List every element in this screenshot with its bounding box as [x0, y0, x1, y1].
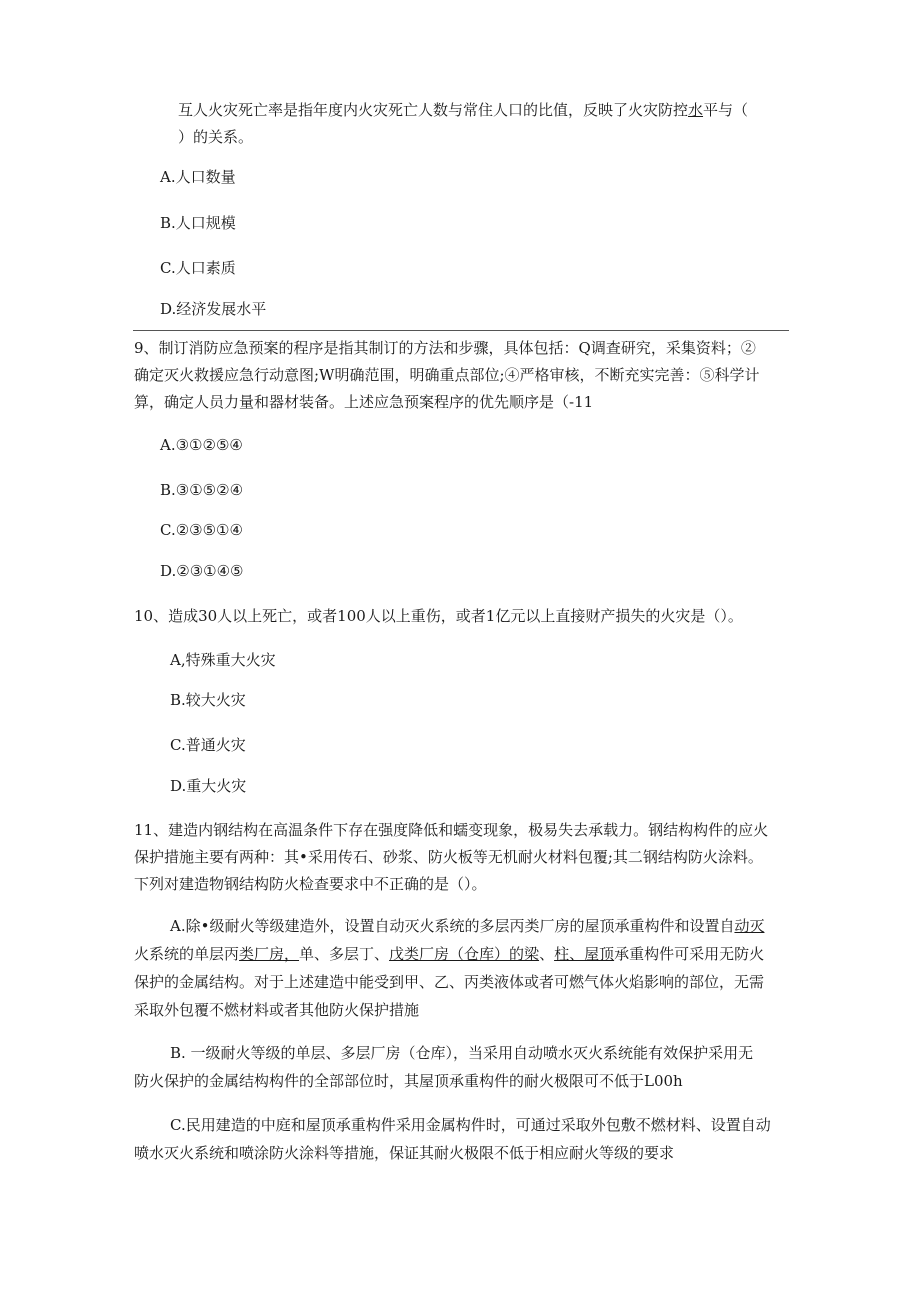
- q8-stem-line-1: 互人火灾死亡率是指年度内火灾死亡人数与常住人口的比值，反映了火灾防控水平与（: [178, 101, 749, 119]
- q11-option-c[interactable]: [134, 1111, 771, 1167]
- q9-stem-line-2: 确定灭火救援应急行动意图;W明确范围，明确重点部位;④严格审核，不断充实完善：⑤科学计: [134, 366, 760, 384]
- q9-option-c[interactable]: C.②③⑤①④: [160, 521, 243, 539]
- section-divider: [133, 330, 789, 331]
- q9-option-b[interactable]: B.③①⑤②④: [160, 481, 244, 499]
- q11-stem-line-3: 下列对建造物钢结构防火检查要求中不正确的是（）。: [134, 875, 487, 893]
- q10-option-c[interactable]: C.普通火灾: [170, 736, 246, 754]
- q8-option-d[interactable]: D.经济发展水平: [160, 300, 267, 318]
- q11-option-c-line-1: C.民用建造的中庭和屋顶承重构件采用金属构件时，可通过采取外包敷不燃材料、设置自动: [170, 1116, 771, 1134]
- q11-option-a-line-1: A.除•级耐火等级建造外，设置自动灭火系统的多层丙类厂房的屋顶承重构件和设置自动灭: [170, 917, 765, 935]
- q11-option-b-line-2: 防火保护的金属结构构件的全部部位时，其屋顶承重构件的耐火极限可不低于L00h: [134, 1072, 683, 1090]
- q11-option-a-line-2: 火系统的单层丙类厂房，单、多层丁、戊类厂房（仓库）的梁、柱、屋顶承重构件可采用无防火: [134, 945, 765, 963]
- q10-option-d[interactable]: D.重大火灾: [170, 777, 247, 795]
- q11-stem-line-2: 保护措施主要有两种：其•采用传石、砂浆、防火板等无机耐火材料包覆;其二钢结构防火涂料。: [134, 848, 763, 866]
- q10-stem: 10、造成30人以上死亡，或者100人以上重伤，或者1亿元以上直接财产损失的火灾是（）。: [134, 607, 743, 625]
- q9-option-a[interactable]: A.③①②⑤④: [160, 436, 243, 454]
- q11-option-a-line-4: 采取外包覆不燃材料或者其他防火保护措施: [134, 1001, 420, 1019]
- q8-option-b[interactable]: B.人口规模: [160, 214, 236, 232]
- q8-option-a[interactable]: A.人口数量: [160, 168, 236, 186]
- q9-stem-line-1: 9、制订消防应急预案的程序是指其制订的方法和步骤，具体包括：Q调查研究，采集资料；②: [134, 339, 756, 357]
- q11-option-a-line-3: 保护的金属结构。对于上述建造中能受到甲、乙、丙类液体或者可燃气体火焰影响的部位，无需: [134, 973, 765, 991]
- q8-option-c[interactable]: C.人口素质: [160, 259, 236, 277]
- q9-stem: [134, 335, 760, 416]
- q9-stem-line-3: 算，确定人员力量和器材装备。上述应急预案程序的优先顺序是（-11: [134, 393, 594, 411]
- q10-option-a[interactable]: A,特殊重大火灾: [170, 651, 276, 669]
- q10-option-b[interactable]: B.较大火灾: [170, 691, 246, 709]
- q8-stem: [178, 97, 748, 151]
- q11-option-c-line-2: 喷水灭火系统和喷涂防火涂料等措施，保证其耐火极限不低于相应耐火等级的要求: [134, 1144, 675, 1162]
- q8-stem-line-2: ）的关系。: [178, 128, 254, 146]
- q9-option-d[interactable]: D.②③①④⑤: [160, 562, 244, 580]
- q11-stem: [134, 817, 768, 898]
- q11-option-b[interactable]: [134, 1039, 753, 1095]
- q11-option-b-line-1: B. 一级耐火等级的单层、多层厂房（仓库），当采用自动喷水灭火系统能有效保护采用无: [170, 1044, 754, 1062]
- q11-stem-line-1: 11、建造内钢结构在高温条件下存在强度降低和蠕变现象，极易失去承载力。钢结构构件的应火: [134, 821, 769, 839]
- q11-option-a[interactable]: [134, 912, 764, 1024]
